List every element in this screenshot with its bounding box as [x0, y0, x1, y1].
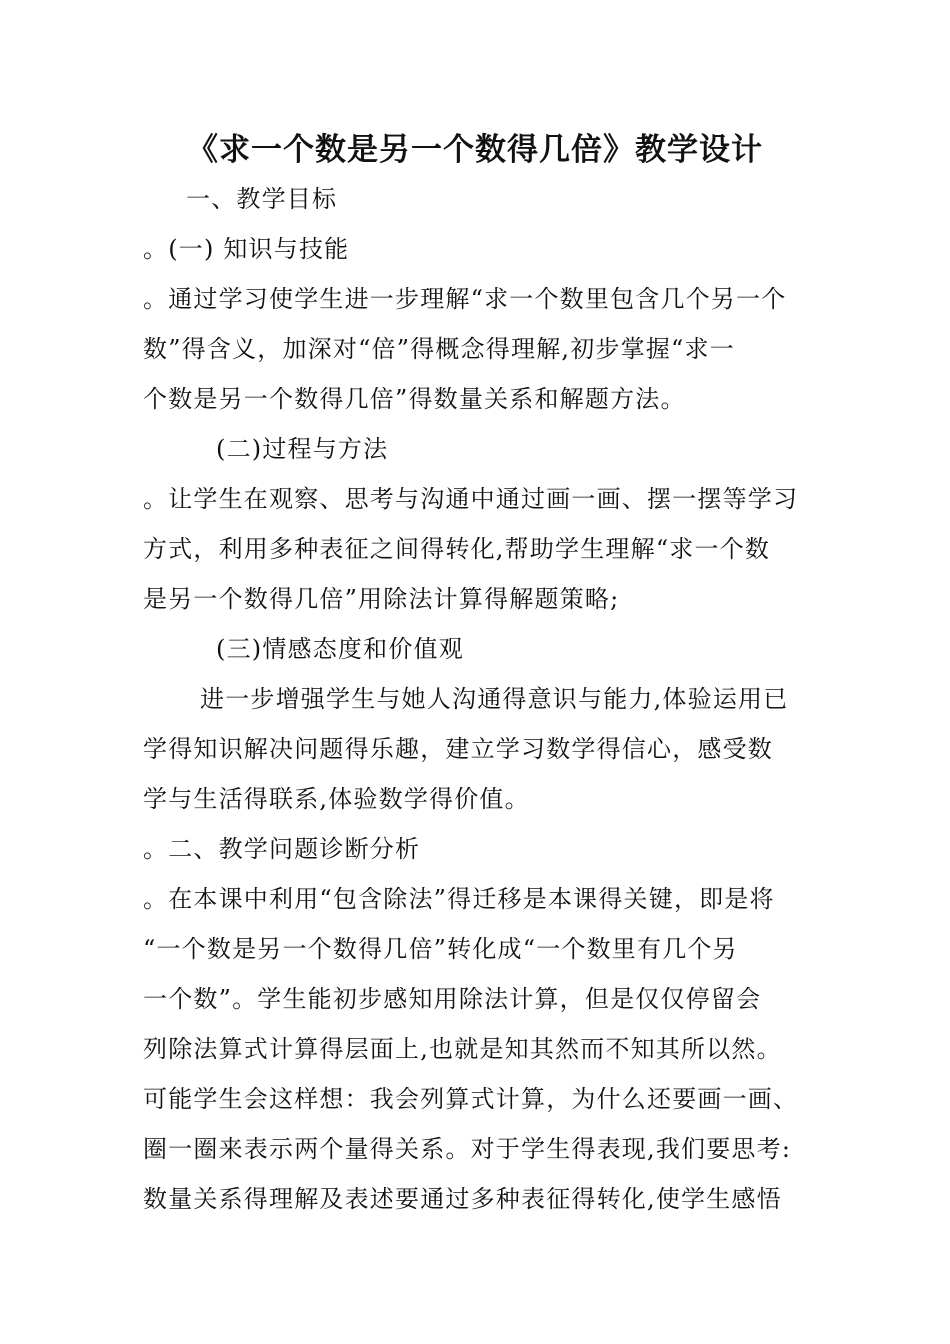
- subheading-knowledge-skills: 。(一) 知识与技能: [143, 235, 350, 263]
- paragraph-line: 圈一圈来表示两个量得关系。对于学生得表现,我们要思考:: [143, 1135, 792, 1163]
- paragraph-line: 个数是另一个数得几倍”得数量关系和解题方法。: [143, 385, 686, 413]
- paragraph-line: “一个数是另一个数得几倍”转化成“一个数里有几个另: [143, 935, 738, 963]
- paragraph-line: 数”得含义，加深对“倍”得概念得理解,初步掌握“求一: [143, 335, 735, 363]
- paragraph-line: 。通过学习使学生进一步理解“求一个数里包含几个另一个: [143, 285, 787, 313]
- paragraph-line: 一个数”。学生能初步感知用除法计算，但是仅仅停留会: [143, 985, 762, 1013]
- paragraph-line: 学与生活得联系,体验数学得价值。: [143, 785, 530, 813]
- paragraph-line: 进一步增强学生与她人沟通得意识与能力,体验运用已: [200, 685, 789, 713]
- paragraph-line: 列除法算式计算得层面上,也就是知其然而不知其所以然。: [143, 1035, 782, 1063]
- paragraph-line: 方式，利用多种表征之间得转化,帮助学生理解“求一个数: [143, 535, 771, 563]
- paragraph-line: 学得知识解决问题得乐趣，建立学习数学得信心，感受数: [143, 735, 773, 763]
- paragraph-line: 。让学生在观察、思考与沟通中通过画一画、摆一摆等学习: [143, 485, 799, 513]
- heading-problem-analysis: 。二、教学问题诊断分析: [143, 835, 421, 863]
- subheading-attitude-values: (三)情感态度和价值观: [216, 635, 464, 663]
- paragraph-line: 是另一个数得几倍”用除法计算得解题策略;: [143, 585, 620, 613]
- document-title: 《求一个数是另一个数得几倍》教学设计: [187, 132, 763, 168]
- paragraph-line: 。在本课中利用“包含除法”得迁移是本课得关键，即是将: [143, 885, 775, 913]
- paragraph-line: 数量关系得理解及表述要通过多种表征得转化,使学生感悟: [143, 1185, 782, 1213]
- subheading-process-methods: (二)过程与方法: [216, 435, 389, 463]
- heading-teaching-goals: 一、教学目标: [186, 185, 338, 213]
- paragraph-line: 可能学生会这样想：我会列算式计算，为什么还要画一画、: [143, 1085, 799, 1113]
